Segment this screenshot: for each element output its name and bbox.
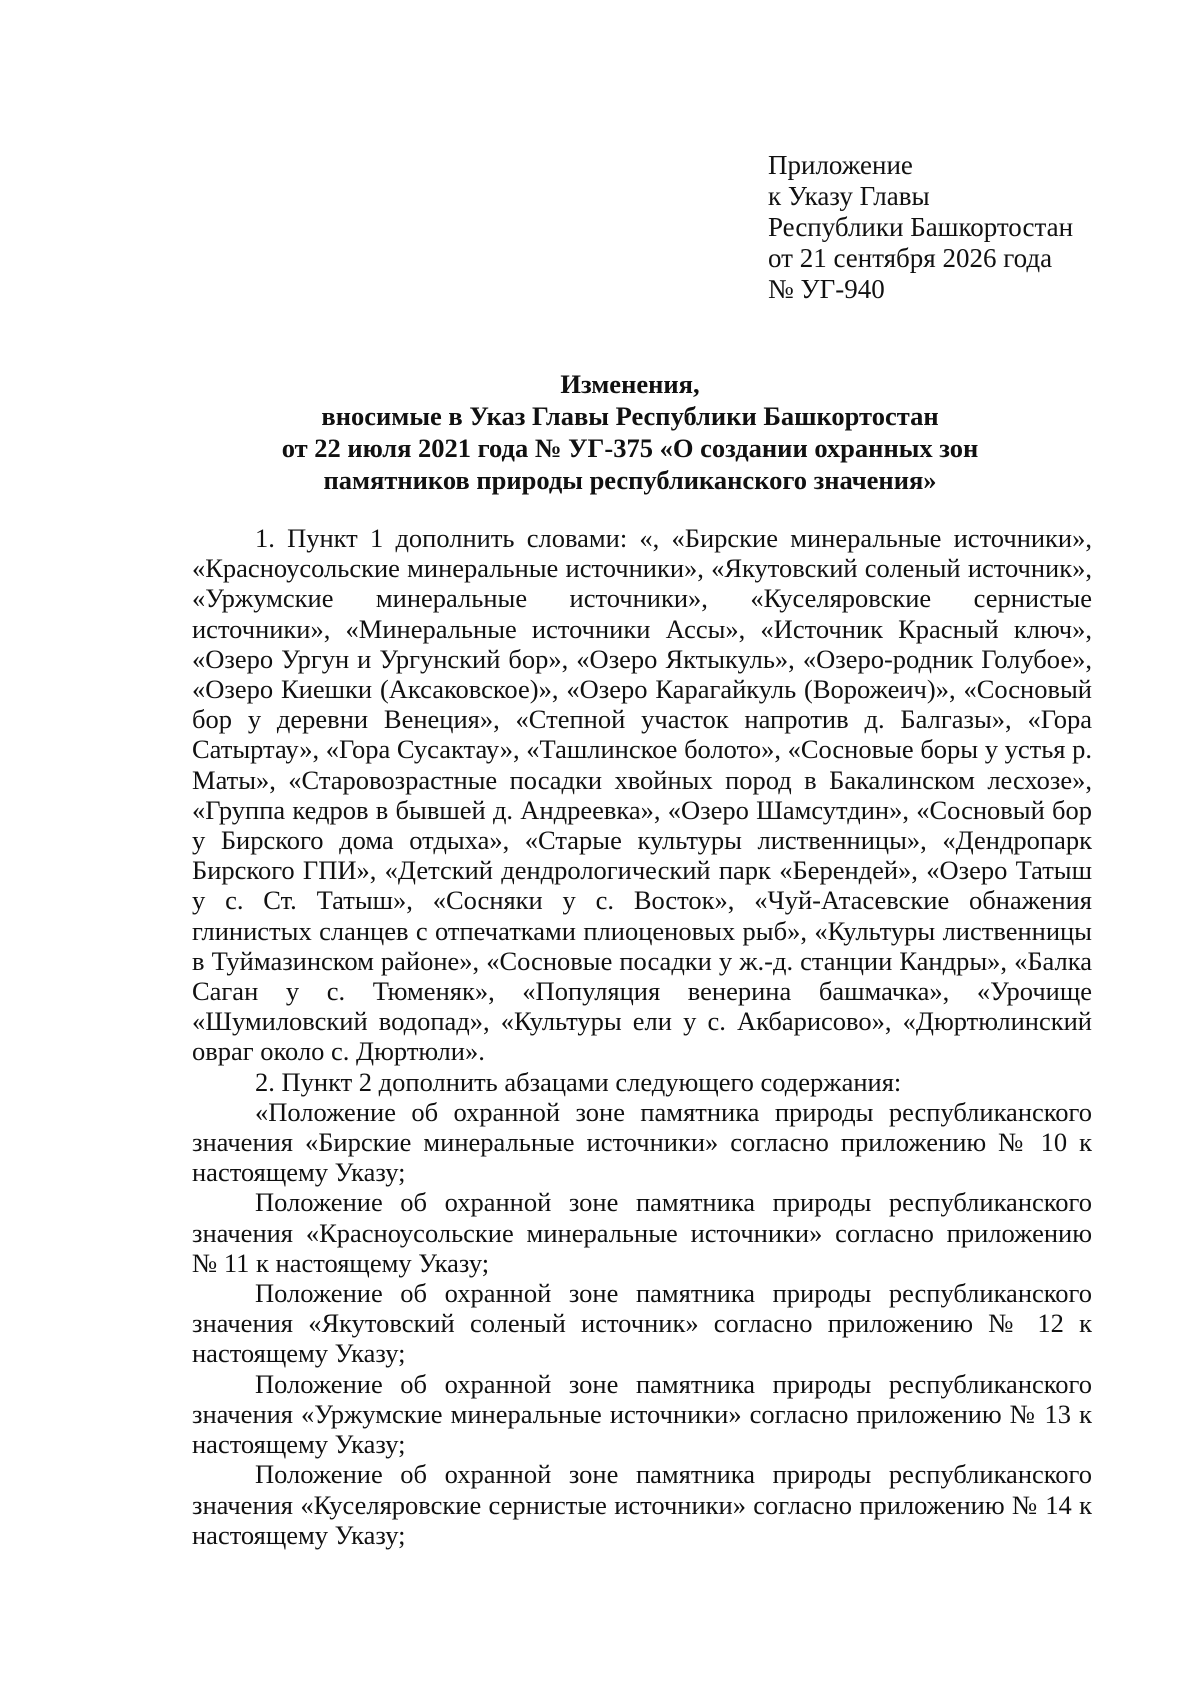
title-line: от 22 июля 2021 года № УГ-375 «О создании охранных зон (281, 433, 979, 463)
document-title (190, 368, 1070, 496)
title-line: памятников природы республиканского значения» (323, 465, 937, 495)
paragraph-annex-11: Положение об охранной зоне памятника природы республиканского значения «Красноусольские минеральные источники» согласно приложению № 11 к настоящему Указу; (192, 1187, 1092, 1278)
attachment-line: к Указу Главы (768, 181, 930, 211)
paragraph-item-2: 2. Пункт 2 дополнить абзацами следующего содержания: (255, 1066, 902, 1097)
paragraph-annex-14: Положение об охранной зоне памятника природы республиканского значения «Куселяровские сернистые источники» согласно приложению № 14 к настоящему Указу; (192, 1459, 1092, 1550)
document-body (192, 523, 1092, 1550)
attachment-line: Приложение (768, 150, 913, 180)
paragraph-annex-12: Положение об охранной зоне памятника природы республиканского значения «Якутовский соленый источник» согласно приложению № 12 к настоящему Указу; (192, 1278, 1092, 1369)
paragraph-annex-10: «Положение об охранной зоне памятника природы республиканского значения «Бирские минеральные источники» согласно приложению № 10 к настоящему Указу; (192, 1096, 1092, 1188)
attachment-date: от 21 сентября 2026 года (768, 243, 1053, 273)
attachment-line: Республики Башкортостан (768, 212, 1074, 242)
attachment-number: № УГ-940 (768, 274, 885, 304)
paragraph-item-1: 1. Пункт 1 дополнить словами: «, «Бирские минеральные источники», «Красноусольские минеральные источники», «Якутовский соленый источник», «Уржумские минеральные источники», «Куселяровские сернистые источники», «Минеральные источники Ассы», «Источник Красный ключ», «Озеро Ургун и Ургунский бор», «Озеро Яктыкуль», «Озеро-родник Голубое», «Озеро Киешки (Аксаковское)», «Озеро Карагайкуль (Ворожеич)», «Сосновый бор у деревни Венеция», «Степной участок напротив д. Балгазы», «Гора Сатыртау», «Гора Сусактау», «Ташлинское болото», «Сосновые боры у устья р. Маты», «Старовозрастные посадки хвойных пород в Бакалинском лесхозе», «Группа кедров в бывшей д. Андреевка», «Озеро Шамсутдин», «Сосновый бор у Бирского дома отдыха», «Старые культуры лиственницы», «Дендропарк Бирского ГПИ», «Детский дендрологический парк «Берендей», «Озеро Татыш у с. Ст. Татыш», «Сосняки у с. Восток», «Чуй-Атасевские обнажения глинистых сланцев с отпечатками плиоценовых рыб», «Культуры лиственницы в Туймазинском районе», «Сосновые посадки у ж.-д. станции Кандры», «Балка Саган у с. Тюменяк», «Популяция венерина башмачка», «Урочище «Шумиловский водопад», «Культуры ели у с. Акбарисово», «Дюртюлинский овраг около с. Дюртюли». (192, 523, 1092, 1067)
title-line: Изменения, (560, 369, 700, 399)
title-line: вносимые в Указ Главы Республики Башкортостан (321, 401, 939, 431)
attachment-header (768, 150, 1128, 305)
paragraph-annex-13: Положение об охранной зоне памятника природы республиканского значения «Уржумские минеральные источники» согласно приложению № 13 к настоящему Указу; (192, 1368, 1092, 1460)
